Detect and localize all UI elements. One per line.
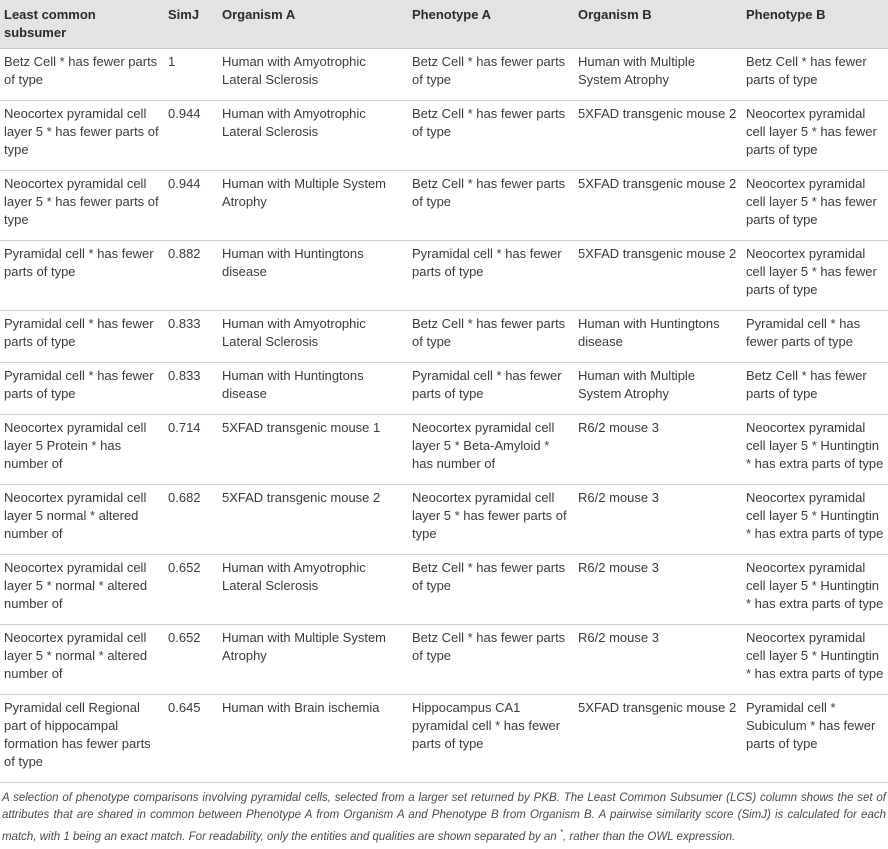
cell-lcs: Neocortex pyramidal cell layer 5 Protein * has number of [0,415,164,485]
cell-phenotype-b: Betz Cell * has fewer parts of type [742,49,888,101]
table-body [0,49,888,783]
cell-phenotype-a: Pyramidal cell * has fewer parts of type [408,363,574,415]
table-header [0,0,888,49]
cell-lcs: Pyramidal cell * has fewer parts of type [0,311,164,363]
cell-simj: 1 [164,49,218,101]
cell-phenotype-b: Neocortex pyramidal cell layer 5 * Huntingtin * has extra parts of type [742,625,888,695]
cell-simj: 0.652 [164,555,218,625]
cell-phenotype-b: Pyramidal cell * has fewer parts of type [742,311,888,363]
cell-organism-b: R6/2 mouse 3 [574,415,742,485]
cell-simj: 0.833 [164,363,218,415]
cell-organism-b: 5XFAD transgenic mouse 2 [574,695,742,783]
cell-organism-a: Human with Amyotrophic Lateral Sclerosis [218,49,408,101]
cell-organism-a: Human with Amyotrophic Lateral Sclerosis [218,101,408,171]
cell-organism-a: 5XFAD transgenic mouse 1 [218,415,408,485]
table-row [0,49,888,101]
cell-organism-a: Human with Huntingtons disease [218,363,408,415]
cell-organism-b: R6/2 mouse 3 [574,485,742,555]
cell-phenotype-a: Betz Cell * has fewer parts of type [408,311,574,363]
header-organism-a: Organism A [218,0,408,49]
cell-simj: 0.645 [164,695,218,783]
table-row [0,625,888,695]
cell-simj: 0.944 [164,171,218,241]
cell-phenotype-a: Betz Cell * has fewer parts of type [408,171,574,241]
cell-organism-a: 5XFAD transgenic mouse 2 [218,485,408,555]
cell-organism-b: 5XFAD transgenic mouse 2 [574,101,742,171]
cell-phenotype-b: Neocortex pyramidal cell layer 5 * Huntingtin * has extra parts of type [742,485,888,555]
cell-simj: 0.682 [164,485,218,555]
cell-organism-b: Human with Huntingtons disease [574,311,742,363]
table-caption [2,790,886,846]
cell-simj: 0.714 [164,415,218,485]
cell-organism-a: Human with Multiple System Atrophy [218,625,408,695]
cell-phenotype-b: Neocortex pyramidal cell layer 5 * Huntingtin * has extra parts of type [742,415,888,485]
cell-organism-b: 5XFAD transgenic mouse 2 [574,241,742,311]
header-phenotype-b: Phenotype B [742,0,888,49]
cell-lcs: Betz Cell * has fewer parts of type [0,49,164,101]
cell-phenotype-a: Betz Cell * has fewer parts of type [408,555,574,625]
cell-organism-b: R6/2 mouse 3 [574,555,742,625]
header-simj: SimJ [164,0,218,49]
cell-phenotype-a: Betz Cell * has fewer parts of type [408,625,574,695]
cell-organism-b: 5XFAD transgenic mouse 2 [574,171,742,241]
caption-text: A selection of phenotype comparisons involving pyramidal cells, selected from a larger set returned by PKB. The Least Common Subsumer (LCS) column shows the set of attributes that are shared in common between Phenotype A from Organism A and Phenotype B from Organism B. A pairwise similarity score (SimJ) is calculated for each match, with 1 being an exact match. For readability, only the entities and qualities are shown separated by an [2,792,886,843]
table-row [0,695,888,783]
table-row [0,311,888,363]
cell-lcs: Neocortex pyramidal cell layer 5 * has fewer parts of type [0,101,164,171]
cell-phenotype-a: Hippocampus CA1 pyramidal cell * has fewer parts of type [408,695,574,783]
cell-lcs: Neocortex pyramidal cell layer 5 normal * altered number of [0,485,164,555]
cell-lcs: Pyramidal cell * has fewer parts of type [0,241,164,311]
cell-lcs: Neocortex pyramidal cell layer 5 * normal * altered number of [0,555,164,625]
table-row [0,363,888,415]
cell-organism-a: Human with Amyotrophic Lateral Sclerosis [218,311,408,363]
header-phenotype-a: Phenotype A [408,0,574,49]
cell-phenotype-b: Neocortex pyramidal cell layer 5 * has fewer parts of type [742,101,888,171]
cell-phenotype-a: Pyramidal cell * has fewer parts of type [408,241,574,311]
table-row [0,241,888,311]
caption-text-end: , rather than the OWL expression. [562,830,736,843]
table-row [0,171,888,241]
cell-phenotype-a: Betz Cell * has fewer parts of type [408,49,574,101]
cell-organism-b: Human with Multiple System Atrophy [574,363,742,415]
cell-organism-b: R6/2 mouse 3 [574,625,742,695]
cell-phenotype-b: Neocortex pyramidal cell layer 5 * has fewer parts of type [742,171,888,241]
cell-lcs: Neocortex pyramidal cell layer 5 * has fewer parts of type [0,171,164,241]
cell-phenotype-a: Neocortex pyramidal cell layer 5 * Beta-Amyloid * has number of [408,415,574,485]
cell-simj: 0.944 [164,101,218,171]
cell-simj: 0.833 [164,311,218,363]
cell-phenotype-a: Neocortex pyramidal cell layer 5 * has fewer parts of type [408,485,574,555]
cell-organism-b: Human with Multiple System Atrophy [574,49,742,101]
cell-phenotype-b: Betz Cell * has fewer parts of type [742,363,888,415]
cell-organism-a: Human with Multiple System Atrophy [218,171,408,241]
cell-lcs: Pyramidal cell Regional part of hippocampal formation has fewer parts of type [0,695,164,783]
cell-lcs: Neocortex pyramidal cell layer 5 * normal * altered number of [0,625,164,695]
cell-phenotype-b: Pyramidal cell * Subiculum * has fewer parts of type [742,695,888,783]
cell-simj: 0.882 [164,241,218,311]
header-organism-b: Organism B [574,0,742,49]
caption-asterisk: * [559,828,563,837]
cell-phenotype-b: Neocortex pyramidal cell layer 5 * Huntingtin * has extra parts of type [742,555,888,625]
cell-organism-a: Human with Brain ischemia [218,695,408,783]
cell-simj: 0.652 [164,625,218,695]
cell-phenotype-b: Neocortex pyramidal cell layer 5 * has fewer parts of type [742,241,888,311]
table-row [0,415,888,485]
header-row [0,0,888,49]
cell-organism-a: Human with Amyotrophic Lateral Sclerosis [218,555,408,625]
cell-phenotype-a: Betz Cell * has fewer parts of type [408,101,574,171]
table-row [0,101,888,171]
header-least-common-subsumer: Least common subsumer [0,0,164,49]
table-row [0,485,888,555]
table-row [0,555,888,625]
cell-lcs: Pyramidal cell * has fewer parts of type [0,363,164,415]
cell-organism-a: Human with Huntingtons disease [218,241,408,311]
